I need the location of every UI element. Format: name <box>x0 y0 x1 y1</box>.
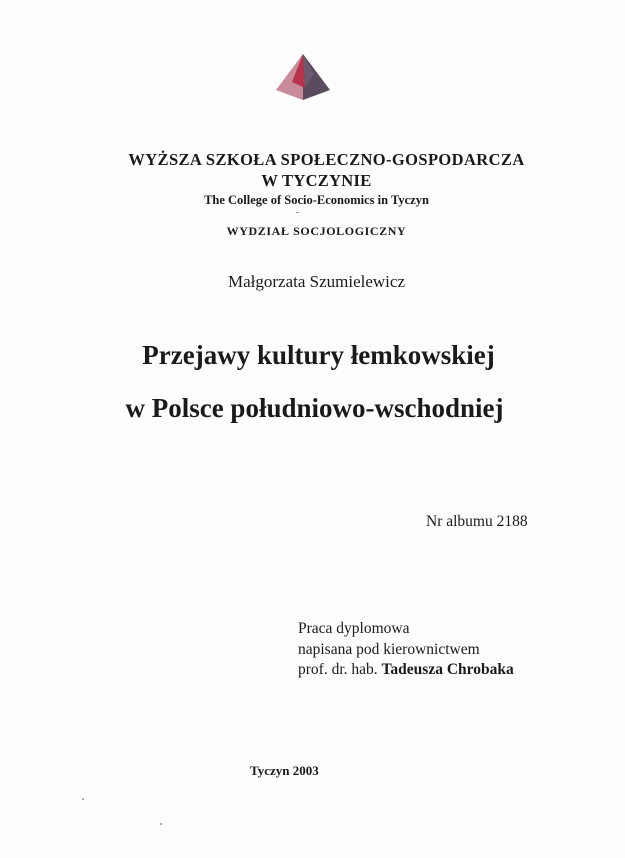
thesis-title-line-2: w Polsce południowo-wschodniej <box>125 393 504 423</box>
thesis-supervision-note: napisana pod kierownictwem <box>298 640 480 658</box>
institution-name-english: The College of Socio-Economics in Tyczyn <box>204 193 429 207</box>
thesis-info <box>298 619 514 681</box>
scan-speck <box>82 798 84 800</box>
scan-speck <box>160 823 162 825</box>
place-and-year: Tyczyn 2003 <box>250 763 319 778</box>
author-name: Małgorzata Szumielewicz <box>227 272 405 291</box>
supervisor-name: Tadeusza Chrobaka <box>381 661 514 678</box>
institution-city: W TYCZYNIE <box>261 171 372 190</box>
supervisor <box>298 660 514 681</box>
thesis-type: Praca dyplomowa <box>298 620 410 637</box>
scan-speck <box>296 212 299 213</box>
thesis-title-line-1: Przejawy kultury łemkowskiej <box>142 340 495 370</box>
album-number: Nr albumu 2188 <box>426 513 528 530</box>
supervisor-title: prof. dr. hab. <box>298 661 378 678</box>
institution-name: WYŻSZA SZKOŁA SPOŁECZNO-GOSPODARCZA <box>128 150 525 169</box>
faculty-name: WYDZIAŁ SOCJOLOGICZNY <box>226 224 407 238</box>
pyramid-logo-icon <box>272 52 334 102</box>
